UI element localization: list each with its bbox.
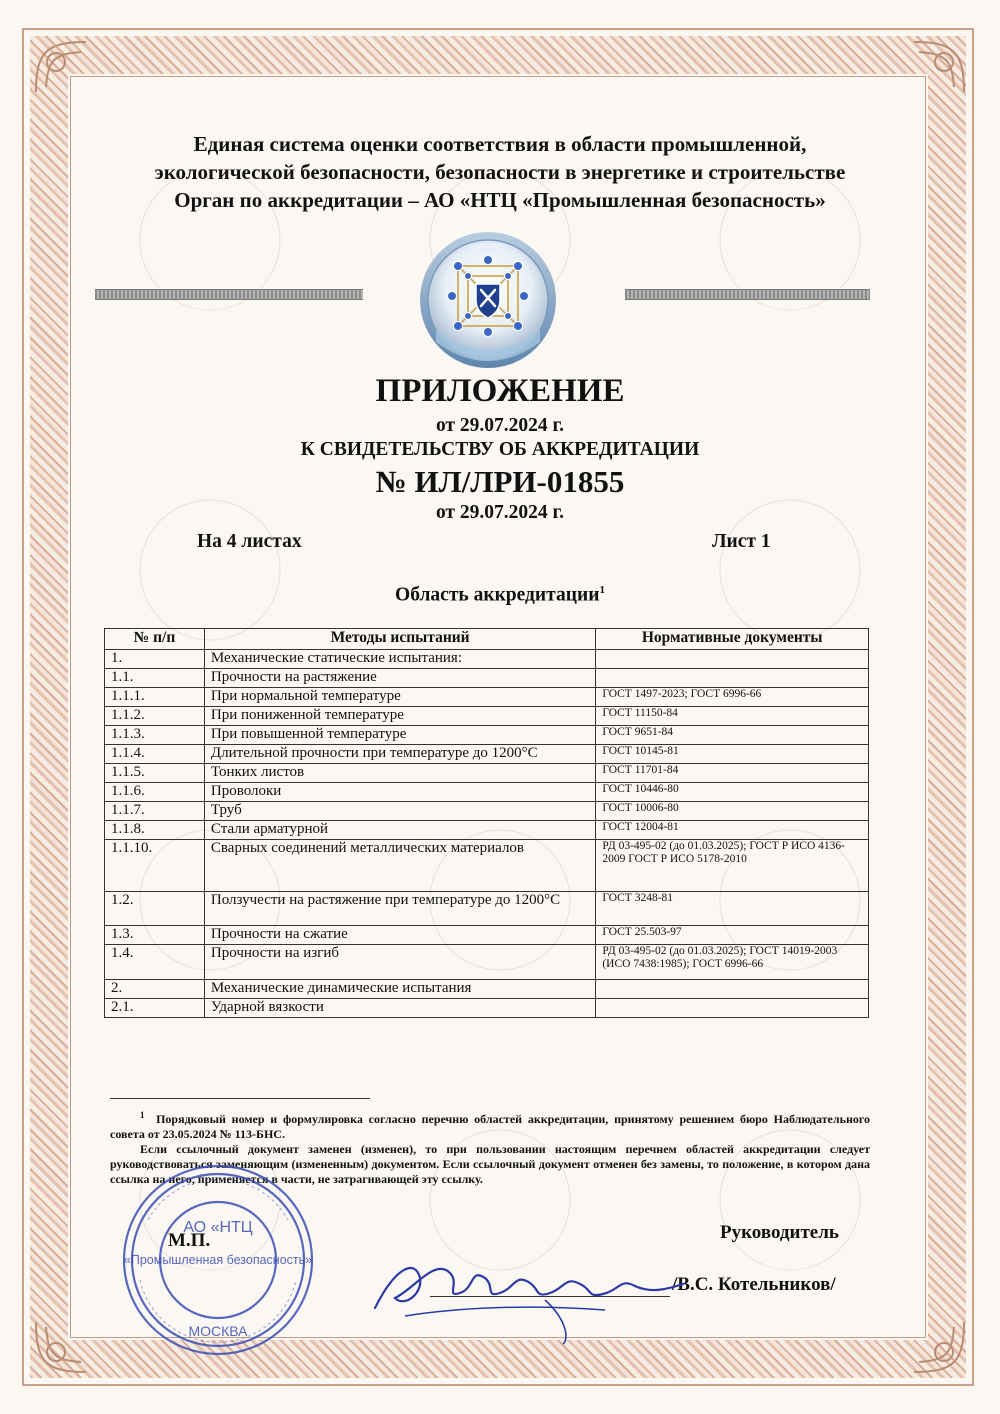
row-method: Механические динамические испытания	[204, 980, 595, 999]
table-row	[105, 945, 869, 980]
row-docs: ГОСТ 12004-81	[596, 821, 869, 840]
footnote-divider	[110, 1098, 370, 1099]
row-number: 1.1.7.	[105, 802, 205, 821]
appendix-date: от 29.07.2024 г.	[435, 415, 565, 436]
row-docs	[596, 980, 869, 999]
scope-footnote-mark: 1	[599, 584, 605, 596]
table-row	[105, 764, 869, 783]
row-number: 1.1.1.	[105, 688, 205, 707]
row-method: Механические статические испытания:	[204, 650, 595, 669]
row-method: Ударной вязкости	[204, 999, 595, 1018]
row-method: Тонких листов	[204, 764, 595, 783]
row-number: 1.1.3.	[105, 726, 205, 745]
table-row	[105, 745, 869, 764]
table-row	[105, 892, 869, 926]
certificate-date: от 29.07.2024 г.	[435, 502, 565, 523]
certificate-number: № ИЛ/ЛРИ-01855	[375, 464, 625, 499]
table-row	[105, 802, 869, 821]
row-number: 1.1.8.	[105, 821, 205, 840]
row-docs: РД 03-495-02 (до 01.03.2025); ГОСТ Р ИСО 4136-2009 ГОСТ Р ИСО 5178-2010	[596, 840, 869, 892]
document-title: ПРИЛОЖЕНИЕ	[375, 373, 625, 409]
table-row	[105, 726, 869, 745]
decorative-rule-left	[95, 289, 363, 300]
header-docs: Нормативные документы	[596, 629, 869, 650]
header-line-1: Единая система оценки соответствия в области промышленной,	[193, 132, 807, 156]
signatory-name: /В.С. Котельников/	[672, 1274, 836, 1295]
table-row	[105, 669, 869, 688]
row-number: 1.1.5.	[105, 764, 205, 783]
table-body	[105, 650, 869, 1018]
row-docs	[596, 669, 869, 688]
row-method: Проволоки	[204, 783, 595, 802]
row-number: 2.1.	[105, 999, 205, 1018]
row-docs: ГОСТ 1497-2023; ГОСТ 6996-66	[596, 688, 869, 707]
row-method: При повышенной температуре	[204, 726, 595, 745]
seal-place-label: М.П.	[168, 1230, 211, 1251]
row-docs: ГОСТ 3248-81	[596, 892, 869, 926]
signatory-role: Руководитель	[720, 1222, 839, 1243]
row-method: Сварных соединений металлических материалов	[204, 840, 595, 892]
row-method: Прочности на растяжение	[204, 669, 595, 688]
row-number: 1.	[105, 650, 205, 669]
handwritten-signature-icon	[365, 1238, 695, 1348]
row-docs: ГОСТ 10145-81	[596, 745, 869, 764]
header-line-2: экологической безопасности, безопасности в энергетике и строительстве	[154, 160, 846, 184]
footnote-mark: 1	[140, 1110, 145, 1120]
row-docs: ГОСТ 10446-80	[596, 783, 869, 802]
row-method: Длительной прочности при температуре до 1200°С	[204, 745, 595, 764]
stamp-org-short: АО «НТЦ	[183, 1219, 253, 1236]
row-docs: ГОСТ 10006-80	[596, 802, 869, 821]
row-docs: ГОСТ 9651-84	[596, 726, 869, 745]
row-number: 1.4.	[105, 945, 205, 980]
row-method: Труб	[204, 802, 595, 821]
row-number: 1.2.	[105, 892, 205, 926]
row-docs	[596, 999, 869, 1018]
official-stamp-icon	[118, 1160, 318, 1360]
scope-heading	[80, 578, 920, 608]
table-row	[105, 840, 869, 892]
organization-logo-icon	[418, 230, 558, 370]
footnote-paragraph-1	[110, 1108, 870, 1142]
stamp-city: МОСКВА	[188, 1323, 248, 1339]
row-number: 1.1.	[105, 669, 205, 688]
table-row	[105, 707, 869, 726]
row-method: При пониженной температуре	[204, 707, 595, 726]
row-docs	[596, 650, 869, 669]
row-number: 1.1.6.	[105, 783, 205, 802]
row-number: 2.	[105, 980, 205, 999]
scope-table	[104, 628, 869, 1018]
row-number: 1.1.10.	[105, 840, 205, 892]
appendix-subtitle: К СВИДЕТЕЛЬСТВУ ОБ АККРЕДИТАЦИИ	[300, 439, 700, 460]
scope-heading-text: Область аккредитации	[395, 584, 600, 606]
table-row	[105, 650, 869, 669]
row-method: При нормальной температуре	[204, 688, 595, 707]
row-docs: ГОСТ 11701-84	[596, 764, 869, 783]
header-method: Методы испытаний	[204, 629, 595, 650]
table-row	[105, 783, 869, 802]
header-line-3: Орган по аккредитации – АО «НТЦ «Промышленная безопасность»	[174, 188, 826, 212]
row-number: 1.3.	[105, 926, 205, 945]
footnote-text-1: Порядковый номер и формулировка согласно перечню областей аккредитации, принятому решением бюро Наблюдательного совета от 23.05.2024 № 113-БНС.	[110, 1112, 871, 1141]
table-row	[105, 688, 869, 707]
decorative-rule-right	[625, 289, 870, 300]
sheet-current: Лист 1	[712, 531, 771, 552]
stamp-org-name: «Промышленная безопасность»	[123, 1253, 313, 1267]
table-row	[105, 999, 869, 1018]
row-method: Стали арматурной	[204, 821, 595, 840]
row-number: 1.1.2.	[105, 707, 205, 726]
row-docs: ГОСТ 11150-84	[596, 707, 869, 726]
footnote-paragraph-2: Если ссылочный документ заменен (изменен), то при пользовании настоящим перечнем областей аккредитации следует руководствоваться заменяющим (измененным) документом. Если ссылочный документ отменен без замены, то положение, в котором дана ссылка на него, применяется в части, не затрагивающей эту ссылку.	[110, 1142, 870, 1186]
table-row	[105, 980, 869, 999]
header-num: № п/п	[105, 629, 205, 650]
row-method: Прочности на изгиб	[204, 945, 595, 980]
table-row	[105, 821, 869, 840]
sheets-total: На 4 листах	[197, 531, 302, 552]
row-number: 1.1.4.	[105, 745, 205, 764]
table-row	[105, 926, 869, 945]
row-method: Ползучести на растяжение при температуре до 1200°С	[204, 892, 595, 926]
row-docs: РД 03-495-02 (до 01.03.2025); ГОСТ 14019-2003 (ИСО 7438:1985); ГОСТ 6996-66	[596, 945, 869, 980]
table-header-row	[105, 629, 869, 650]
row-method: Прочности на сжатие	[204, 926, 595, 945]
row-docs: ГОСТ 25.503-97	[596, 926, 869, 945]
